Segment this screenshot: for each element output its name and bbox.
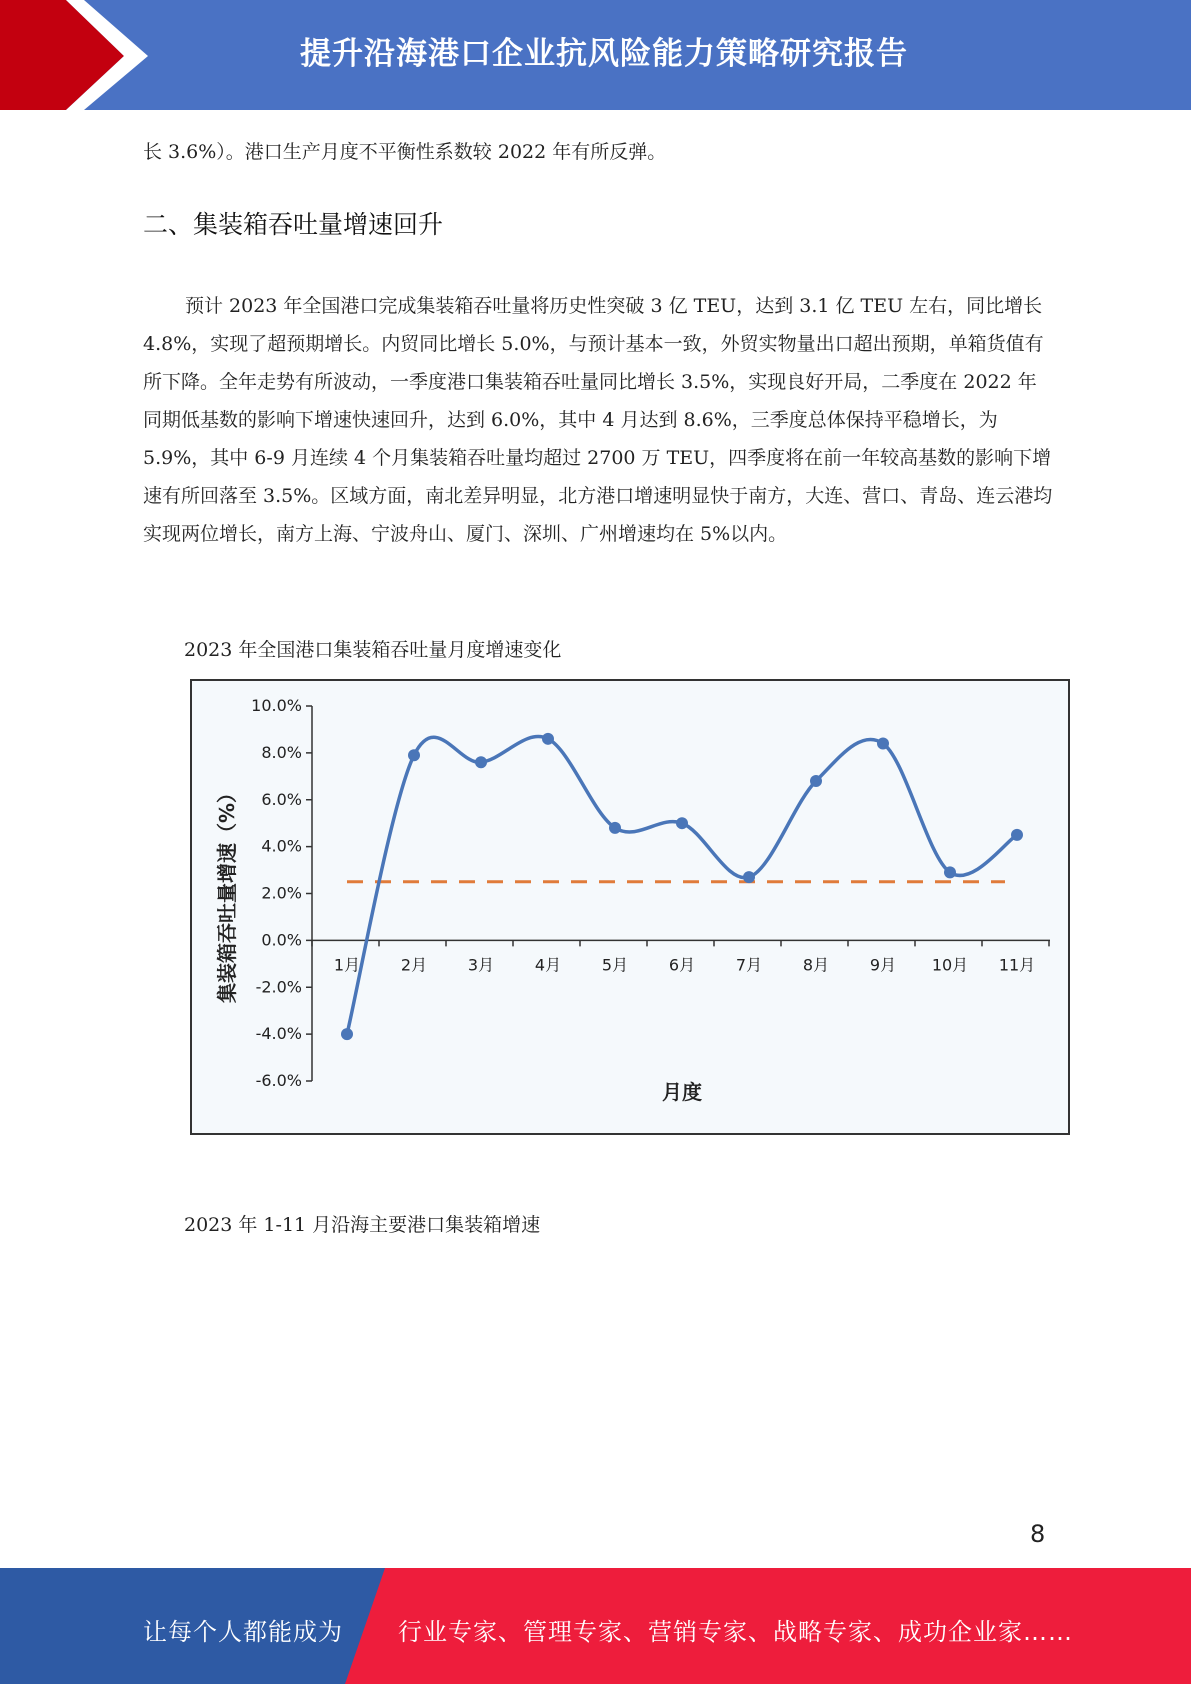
footer-slogan-left: 让每个人都能成为 (143, 1618, 343, 1646)
data-point (676, 817, 688, 829)
y-tick-label: 10.0% (251, 696, 302, 715)
y-axis-title: 集装箱吞吐量增速（%） (215, 782, 239, 1004)
y-tick-label: 6.0% (261, 789, 302, 809)
y-tick-label: 2.0% (261, 883, 302, 903)
page-number: 8 (1030, 1520, 1046, 1548)
table-caption: 2023 年 1-11 月沿海主要港口集装箱增速 (184, 1214, 541, 1236)
y-tick-label: -4.0% (255, 1024, 302, 1044)
series-line (347, 737, 1017, 1035)
y-tick-label: 8.0% (261, 742, 302, 762)
chart-caption: 2023 年全国港口集装箱吞吐量月度增速变化 (184, 639, 562, 661)
data-point (341, 1028, 353, 1040)
x-tick-label: 2月 (400, 955, 428, 975)
y-tick-label: -2.0% (255, 977, 302, 997)
data-point (743, 871, 755, 883)
data-point (475, 756, 487, 768)
data-point (810, 775, 822, 787)
x-tick-label: 10月 (931, 955, 969, 975)
x-tick-label: 7月 (735, 955, 763, 975)
data-point (877, 738, 889, 750)
header-arrow-decoration (0, 0, 160, 110)
data-point (1011, 829, 1023, 841)
y-tick-label: 4.0% (261, 836, 302, 856)
line-chart (190, 679, 1070, 1135)
x-tick-label: 9月 (869, 955, 897, 975)
x-tick-label: 4月 (534, 955, 562, 975)
chart-canvas (192, 681, 1068, 1133)
x-tick-label: 6月 (668, 955, 696, 975)
page-footer (0, 1568, 1191, 1684)
footer-slogan-right: 行业专家、管理专家、营销专家、战略专家、成功企业家…… (398, 1618, 1073, 1646)
page-header (0, 0, 1191, 110)
x-tick-label: 11月 (998, 955, 1036, 975)
body-paragraph: 预计 2023 年全国港口完成集装箱吞吐量将历史性突破 3 亿 TEU，达到 3.1 亿 TEU 左右，同比增长 4.8%，实现了超预期增长。内贸同比增长 5.0%，与预计基本一致，外贸实物量出口超出预期，单箱货值有所下降。全年走势有所波动，一季度港口集装箱吞吐量同比增长 3.5%，实现良好开局，二季度在 2022 年同期低基数的影响下增速快速回升，达到 6.0%，其中 4 月达到 8.6%，三季度总体保持平稳增长，为 5.9%，其中 6-9 月连续 4 个月集装箱吞吐量均超过 2700 万 TEU，四季度将在前一年较高基数的影响下增速有所回落至 3.5%。区域方面，南北差异明显，北方港口增速明显快于南方，大连、营口、青岛、连云港均实现两位增长，南方上海、宁波舟山、厦门、深圳、广州增速均在 5%以内。 (143, 295, 1053, 545)
y-tick-label: 0.0% (261, 930, 302, 950)
data-point (609, 822, 621, 834)
x-tick-label: 3月 (467, 955, 495, 975)
data-point (408, 749, 420, 761)
y-tick-label: -6.0% (255, 1071, 302, 1090)
data-point (944, 866, 956, 878)
x-tick-label: 8月 (802, 955, 830, 975)
x-tick-label: 1月 (333, 955, 361, 975)
x-axis-title: 月度 (662, 1080, 702, 1104)
data-point (542, 733, 554, 745)
section-title: 二、集装箱吞吐量增速回升 (143, 210, 444, 239)
report-title: 提升沿海港口企业抗风险能力策略研究报告 (300, 36, 908, 72)
intro-line: 长 3.6%）。港口生产月度不平衡性系数较 2022 年有所反弹。 (143, 141, 667, 163)
x-tick-label: 5月 (601, 955, 629, 975)
